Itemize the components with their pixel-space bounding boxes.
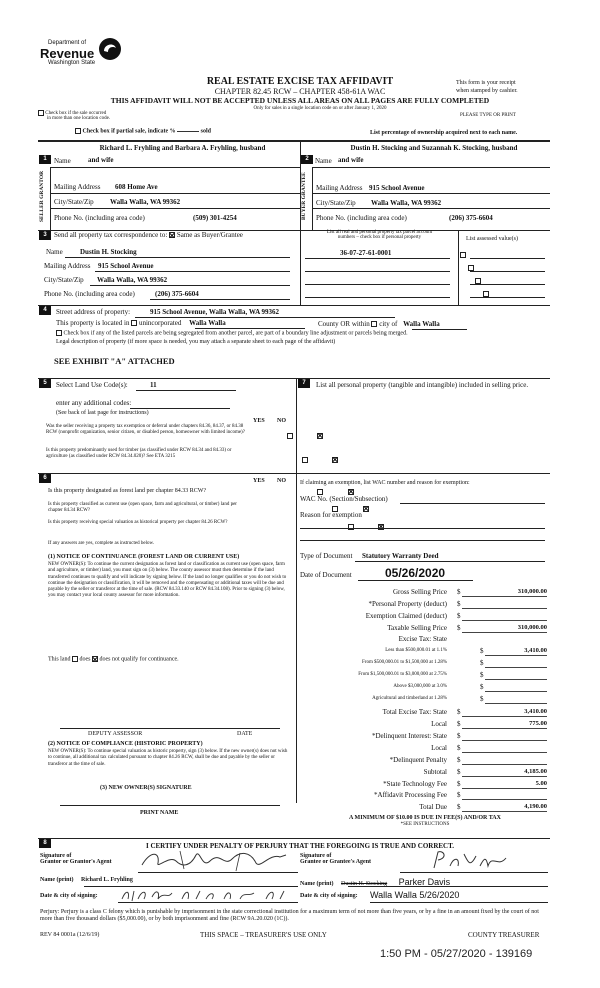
s6-q2: Is this property classified as current use (open space, farm and agricultural, or timber) land per chapter 84.34 RCW?: [48, 502, 237, 513]
tech-fee-value[interactable]: 5.00: [535, 780, 547, 787]
personal-prop-label: List all personal property (tangible and intangible) included in selling price.: [316, 381, 529, 389]
city-of: County OR within city of Walla Walla: [318, 320, 440, 328]
q1-no-checkbox[interactable]: [317, 433, 323, 439]
corr-city-label: City/State/Zip: [44, 276, 84, 284]
parcel-personal-checkbox-2[interactable]: [468, 265, 474, 271]
parcel-header: List all real and personal property tax parcel account numbers – check box if personal property: [326, 230, 433, 240]
buyer-name-label: Name: [315, 157, 332, 165]
s6-q3: Is this property receiving special valuation as historical property per chapter 84.26 RCW?: [48, 520, 228, 525]
section-2-number: 2: [301, 155, 313, 164]
parcel-number[interactable]: 36-07-27-61-0001: [340, 249, 392, 257]
parcel-personal-checkbox-1[interactable]: [460, 252, 466, 258]
buyer-mailing[interactable]: 915 School Avenue: [369, 184, 425, 192]
local-value[interactable]: 775.00: [529, 720, 547, 727]
tier2-label: From $500,000.01 to $1,500,000 at 1.28%: [362, 660, 447, 665]
parcel-personal-checkbox-3[interactable]: [475, 278, 481, 284]
taxable-label: Taxable Selling Price: [387, 624, 447, 632]
form-subtitle: CHAPTER 82.45 RCW – CHAPTER 458-61A WAC: [214, 87, 386, 96]
buyer-city[interactable]: Walla Walla, WA 99362: [371, 199, 442, 207]
land-use-no: NO: [277, 418, 286, 424]
land-use-q2: Is this property predominantly used for timber (as classified under RCW 84.34 and 84.33) or agriculture (as classified under RCW 84.34.020)? See ETA 3215: [46, 448, 232, 459]
section-4-number: 4: [39, 306, 51, 315]
notice2-body: NEW OWNER(S): To continue special valuation as historic property, sign (3) below. If the new owner(s) does not wish to continue, all additional tax calculated pursuant to chapter 84.26 RCW, shall be due and payable by the seller or transferor at the time of sale.: [48, 749, 288, 767]
notice2-title: (2) NOTICE OF COMPLIANCE (HISTORIC PROPERTY): [48, 741, 203, 747]
grantee-name-struck: Dustin H. Stocking: [341, 881, 388, 887]
section-1-number: 1: [39, 155, 51, 164]
q2-yes-checkbox[interactable]: [302, 457, 308, 463]
local-label: Local: [431, 720, 447, 728]
total-due-value[interactable]: 4,190.00: [524, 803, 547, 810]
corr-phone[interactable]: (206) 375-6604: [155, 290, 199, 298]
exhibit-note: SEE EXHIBIT "A" ATTACHED: [54, 356, 175, 366]
personal-label: *Personal Property (deduct): [368, 600, 447, 608]
legal-label: Legal description of property (if more space is needed, you may attach a separate sheet to each page of the affidavit): [56, 339, 336, 345]
grantee-signature[interactable]: [430, 848, 510, 872]
does-not-qualify-checkbox[interactable]: [92, 656, 98, 662]
seller-name-line1[interactable]: Richard L. Fryhling and Barbara A. Fryhling, husband: [99, 144, 266, 152]
see-instructions: *SEE INSTRUCTIONS: [400, 822, 450, 827]
dept-state: Washington State: [48, 60, 96, 66]
section-7-number: 7: [298, 379, 310, 388]
buyer-phone[interactable]: (206) 375-6604: [449, 214, 493, 222]
s6-q1: Is this property designated as forest land per chapter 84.33 RCW?: [48, 488, 207, 494]
form-revision: REV 84 0001a (12/6/19): [40, 932, 100, 938]
buyer-phone-label: Phone No. (including area code): [316, 214, 407, 222]
new-owner-sig: (3) NEW OWNER(S) SIGNATURE: [100, 785, 192, 791]
city-of-checkbox[interactable]: [371, 321, 377, 327]
print-name: PRINT NAME: [140, 810, 179, 816]
tier1-label: Less than $500,000.01 at 1.1%: [385, 648, 447, 653]
tier5-label: Agricultural and timberland at 1.28%: [372, 696, 447, 701]
multi-location-check: Check box if the sale occurred in more than one location code.: [38, 110, 110, 121]
ownership-pct-note: List percentage of ownership acquired next to each name.: [370, 130, 518, 136]
additional-codes: enter any additional codes:: [56, 399, 132, 407]
seller-name-label: Name: [54, 157, 71, 165]
excise-state-label: Excise Tax: State: [398, 635, 447, 643]
segregated-check: Check box if any of the listed parcels are being segregated from another parcel, are part of a boundary line adjustment or parcels being merged.: [56, 330, 546, 336]
delinq-local-label: Local: [431, 744, 447, 752]
tier1-value[interactable]: 3,410.00: [524, 647, 547, 654]
doc-date[interactable]: 05/26/2020: [385, 566, 446, 580]
dor-swirl-icon: [98, 37, 122, 61]
form-warning: THIS AFFIDAVIT WILL NOT BE ACCEPTED UNLESS ALL AREAS ON ALL PAGES ARE FULLY COMPLETED: [110, 96, 490, 105]
corr-city[interactable]: Walla Walla, WA 99362: [97, 276, 168, 284]
parcel-personal-checkbox-4[interactable]: [483, 291, 489, 297]
tax-table: Gross Selling Price $ 310,000.00 *Personal Property (deduct) $ Exemption Claimed (deduct) $ Taxable Selling Price $ 310,000.00 Excise Tax: State Less than $500,000.01 at 1.1% $ 3,410.00 From $500,000.01 to $1,500,000 at 1.28% $ From $1,500,000.01 to $3,000,000 at 2.75% $ Above $3,000,000 at 3.0% $ Agricultural and timberland at 1.28% $ Total Excise Tax: State $ 3,410.00 Local $ 775.00 *Delinquent Interest: State $ Local $ *Delinquent Penalty $ Subtotal $ 4,185.00 *State Technology Fee $ 5.00 *Affidavit Processing Fee $ Total Due $ 4,190.00: [358, 588, 547, 811]
property-street[interactable]: 915 School Avenue, Walla Walla, WA 99362: [150, 308, 280, 316]
s6-if-yes: If any answers are yes, complete as instructed below.: [48, 541, 155, 546]
buyer-name-line1[interactable]: Dustin H. Stocking and Suzannah K. Stocking, husband: [350, 144, 518, 152]
unincorporated-checkbox[interactable]: [131, 320, 137, 326]
minimum-note: A MINIMUM OF $10.00 IS DUE IN FEE(S) AND/OR TAX: [349, 815, 501, 821]
corr-phone-label: Phone No. (including area code): [44, 290, 135, 298]
seller-phone-label: Phone No. (including area code): [54, 214, 145, 222]
dept-name: Revenue: [40, 46, 95, 61]
form-title: REAL ESTATE EXCISE TAX AFFIDAVIT: [206, 76, 394, 87]
dept-line1: Department of: [48, 40, 87, 46]
dor-logo: [40, 40, 125, 70]
s6-q2-no-checkbox[interactable]: [363, 506, 369, 512]
grantor-date-city-handwritten[interactable]: [120, 887, 290, 903]
grantor-date-city-label: Date & city of signing:: [40, 893, 98, 899]
land-use-code[interactable]: 11: [150, 381, 157, 389]
tech-fee-label: *State Technology Fee: [383, 780, 447, 788]
corr-name-label: Name: [46, 248, 63, 256]
total-state-label: Total Excise Tax: State: [382, 708, 447, 716]
claiming-exemption: If claiming an exemption, list WAC number and reason for exemption:: [300, 480, 470, 486]
partial-sale-check: Check box if partial sale, indicate % sold: [75, 128, 211, 134]
taxable-value[interactable]: 310,000.00: [517, 624, 547, 631]
grantor-sig-label: Signature of Grantor or Grantor's Agent: [40, 853, 112, 865]
land-use-q1: Was the seller receiving a property tax exemption or deferral under chapters 84.36, 84.37, or 84.38 RCW (nonprofit organization, senior citizen, or disabled person, homeowner with limited income)?: [46, 424, 245, 435]
section-5-number: 5: [39, 379, 51, 388]
corr-name[interactable]: Dustin H. Stocking: [80, 248, 137, 256]
seller-mailing[interactable]: 608 Home Ave: [115, 183, 158, 191]
notice1-body: NEW OWNER(S): To continue the current designation as forest land or classification as current use (open space, farm and agriculture, or timber) land, you must sign on (3) below. The county assessor must then determine if the land transferred continues to qualify and will indicate by signing below. If the land no longer qualifies or you do not wish to continue the designation or classification, it will be removed and the compensating or additional taxes will be due and payable by the seller or transferor at the time of sale. (RCW 84.33.140 or RCW 84.34.108). Prior to signing (3) below, you may contact your local county assessor for more information.: [48, 562, 287, 599]
see-back: (See back of last page for instructions): [56, 410, 149, 416]
grantor-name[interactable]: Richard L. Fryhling: [81, 877, 133, 883]
section-8-number: 8: [39, 839, 51, 848]
receipt-stamp: 1:50 PM - 05/27/2020 - 139169: [380, 948, 533, 960]
buyer-side-label: BUYER GRANTEE: [301, 172, 307, 220]
located-county[interactable]: Walla Walla: [189, 319, 226, 327]
send-correspondence: Send all property tax correspondence to: Same as Buyer/Grantee: [54, 231, 243, 239]
reason-label: Reason for exemption: [300, 511, 362, 519]
location-note: Only for sales in a single location code on or after January 1, 2020: [253, 106, 387, 111]
city-of-value[interactable]: Walla Walla: [403, 320, 440, 328]
q1-yes-checkbox[interactable]: [287, 433, 293, 439]
buyer-city-label: City/State/Zip: [316, 199, 356, 207]
seller-side-label: SELLER GRANTOR: [39, 170, 45, 222]
buyer-mailing-label: Mailing Address: [316, 184, 363, 192]
seller-city[interactable]: Walla Walla, WA 99362: [110, 198, 181, 206]
land-use-label: Select Land Use Code(s):: [56, 381, 128, 389]
gross-value[interactable]: 310,000.00: [517, 588, 547, 595]
corr-mailing[interactable]: 915 School Avenue: [98, 262, 154, 270]
grantee-name-print: Name (print) Dustin H. Stocking Parker Davis: [300, 877, 451, 887]
s6-q1-yes-checkbox[interactable]: [317, 489, 323, 495]
s6-q1-no-checkbox[interactable]: [348, 489, 354, 495]
seller-phone[interactable]: (509) 301-4254: [193, 214, 237, 222]
subtotal-label: Subtotal: [423, 768, 447, 776]
buyer-name-line2[interactable]: and wife: [338, 156, 364, 164]
perjury-statement: Perjury: Perjury is a class C felony which is punishable by imprisonment in the state correctional institution for a maximum term of not more than five years, or by a fine in an amount fixed by the court of not more than five thousand dollars ($5,000.00), or by both imprisonment and fine (RCW 9A.20.020 (1C)).: [40, 909, 539, 922]
total-due-label: Total Due: [419, 803, 447, 811]
subtotal-value[interactable]: 4,185.00: [524, 768, 547, 775]
grantee-date-city[interactable]: Walla Walla 5/26/2020: [370, 890, 460, 900]
s6-yes: YES: [253, 478, 265, 484]
tier4-label: Above $3,000,000 at 3.0%: [393, 684, 447, 689]
deputy-date: DATE: [237, 731, 253, 737]
total-state-value[interactable]: 3,410.00: [524, 708, 547, 715]
same-as-buyer-checkbox[interactable]: [169, 232, 175, 238]
deputy-assessor: DEPUTY ASSESSOR: [88, 731, 143, 737]
affidavit-fee-label: *Affidavit Processing Fee: [374, 791, 447, 799]
land-use-yes: YES: [253, 418, 265, 424]
seller-name-line2[interactable]: and wife: [88, 156, 114, 164]
gross-label: Gross Selling Price: [392, 588, 447, 596]
delinq-int-label: *Delinquent Interest: State: [371, 732, 447, 740]
section-6-number: 6: [39, 474, 51, 483]
located-in: This property is located in unincorporated Walla Walla: [56, 319, 226, 327]
segregated-checkbox[interactable]: [56, 330, 62, 336]
grantee-sig-label: Signature of Grantee or Grantee's Agent: [300, 853, 372, 865]
receipt-note-2: when stamped by cashier.: [456, 88, 518, 94]
section-3-number: 3: [39, 231, 51, 240]
type-note: PLEASE TYPE OR PRINT: [460, 113, 516, 118]
seller-city-label: City/State/Zip: [54, 198, 94, 206]
q2-no-checkbox[interactable]: [332, 457, 338, 463]
notice1-title: (1) NOTICE OF CONTINUANCE (FOREST LAND OR CURRENT USE): [48, 554, 240, 560]
grantor-signature[interactable]: [140, 847, 290, 873]
grantee-date-city-label: Date & city of signing:: [300, 893, 358, 899]
treasurer-space: THIS SPACE – TREASURER'S USE ONLY: [200, 931, 327, 939]
wac-label: WAC No. (Section/Subsection): [300, 495, 388, 503]
doc-type[interactable]: Statutory Warranty Deed: [362, 552, 439, 560]
s6-no: NO: [277, 478, 286, 484]
does-qualify-checkbox[interactable]: [72, 656, 78, 662]
county-treasurer: COUNTY TREASURER: [468, 931, 540, 939]
tier3-label: From $1,500,000.01 to $3,000,000 at 2.75%: [358, 672, 447, 677]
seller-mailing-label: Mailing Address: [54, 183, 101, 191]
certify-statement: I CERTIFY UNDER PENALTY OF PERJURY THAT THE FOREGOING IS TRUE AND CORRECT.: [145, 842, 454, 850]
assessed-header: List assessed value(s): [466, 236, 518, 242]
grantor-name-print: Name (print) Richard L. Fryhling: [40, 877, 133, 883]
multi-location-checkbox[interactable]: [38, 110, 44, 116]
qualify-line: This land does does not qualify for continuance.: [48, 656, 179, 663]
receipt-note-1: This form is your receipt: [456, 80, 516, 86]
doc-type-label: Type of Document: [300, 552, 353, 560]
partial-sale-checkbox[interactable]: [75, 128, 81, 134]
grantee-name[interactable]: Parker Davis: [398, 877, 451, 887]
doc-date-label: Date of Document: [300, 571, 352, 579]
exemption-label: Exemption Claimed (deduct): [365, 612, 447, 620]
street-label: Street address of property:: [56, 308, 131, 316]
corr-mailing-label: Mailing Address: [44, 262, 91, 270]
delinq-penalty-label: *Delinquent Penalty: [389, 756, 447, 764]
